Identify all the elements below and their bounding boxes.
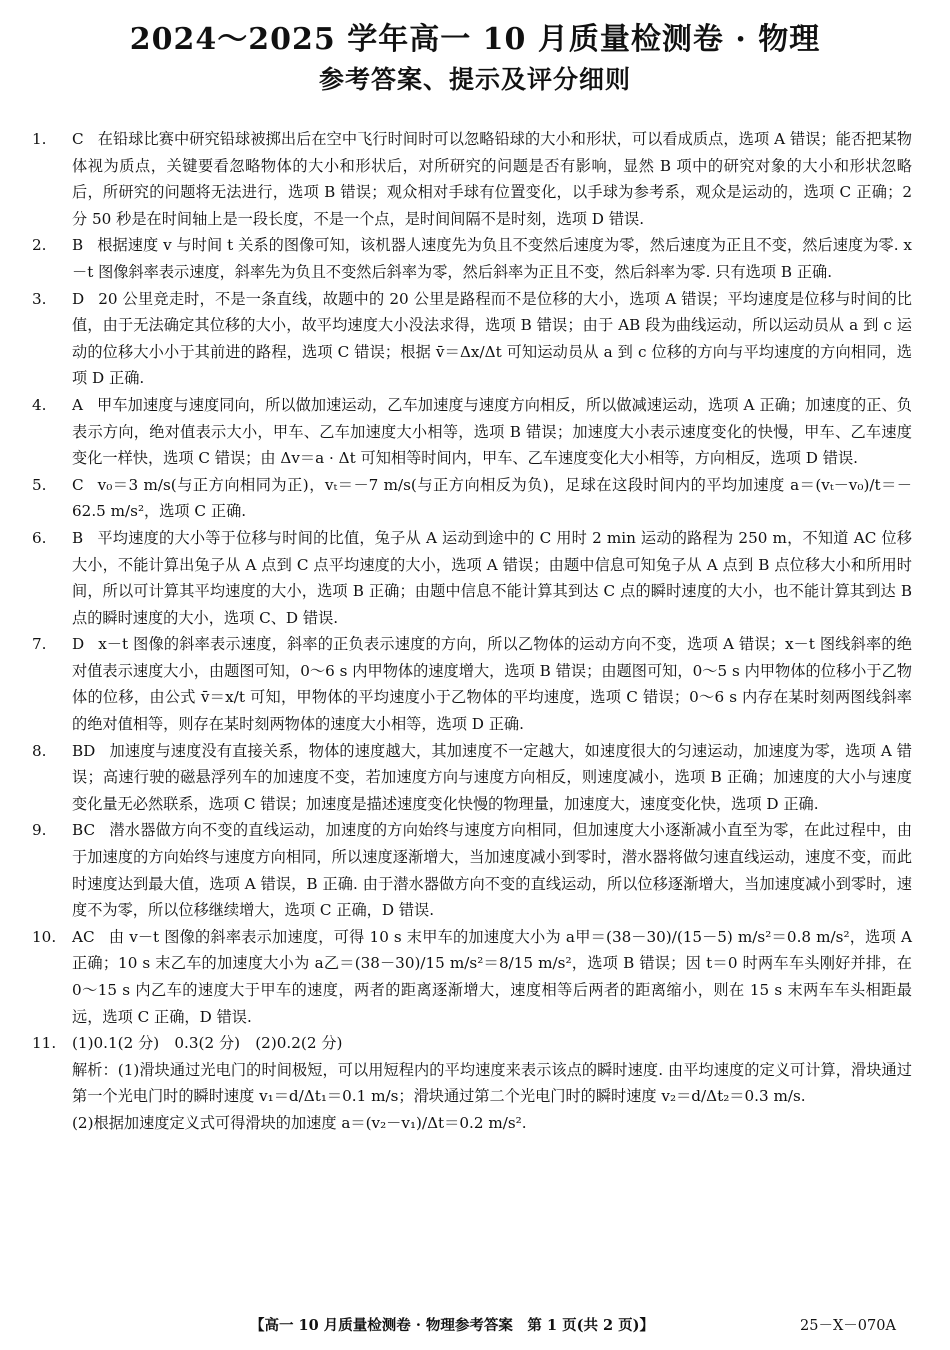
answer-explanation: 加速度与速度没有直接关系，物体的速度越大，其加速度不一定越大，如速度很大的匀速运动，加速度为零，选项 A 错误；高速行驶的磁悬浮列车的加速度不变，若加速度方向与速度方向相反，则速度减小，选项 B 正确；加速度的大小与速度变化量无必然联系，选项 C 错误；加速度是描述速度变化快慢的物理量，加速度大，速度变化快，选项 D 正确. [72, 741, 912, 813]
answer-item-8: 8. BD 加速度与速度没有直接关系，物体的速度越大，其加速度不一定越大，如速度很大的匀速运动，加速度为零，选项 A 错误；高速行驶的磁悬浮列车的加速度不变，若加速度方向与速度方向相反，则速度减小，选项 B 正确；加速度的大小与速度变化量无必然联系，选项 C 错误；加速度是描述速度变化快慢的物理量，加速度大，速度变化快，选项 D 正确. [32, 741, 912, 813]
answer-item-11: 11. (1)0.1(2 分) 0.3(2 分) (2)0.2(2 分) [32, 1034, 343, 1053]
answer-choice: C [72, 475, 84, 494]
answer-item-6: 6. B 平均速度的大小等于位移与时间的比值，兔子从 A 运动到途中的 C 用时 2 min 运动的路程为 250 m，不知道 AC 位移大小，不能计算出兔子从 A 点到 C 点平均速度的大小，选项 A 错误；由题中信息可知兔子从 A 点到 B 点位移大小和所用时间，所以可计算其平均速度的大小，选项 B 正确；由题中信息不能计算其到达 C 点的瞬时速度的大小，也不能计算其到达 B 点的瞬时速度的大小，选项 C、D 错误. [32, 528, 912, 627]
answer-item-5: 5. C v₀＝3 m/s(与正方向相同为正)，vₜ＝－7 m/s(与正方向相反为负)，足球在这段时间内的平均加速度 a＝(vₜ－v₀)/t＝－62.5 m/s²，选项 C 正确. [32, 475, 912, 521]
answer-explanation: 潜水器做方向不变的直线运动，加速度的方向始终与速度方向相同，但加速度大小逐渐减小直至为零，在此过程中，由于加速度的方向始终与速度方向相同，所以速度逐渐增大，当加速度减小到零时，潜水器将做匀速直线运动，速度不变，而此时速度达到最大值，选项 A 错误，B 正确. 由于潜水器做方向不变的直线运动，所以位移逐渐增大，当加速度减小到零时，速度不为零，所以位移继续增大，选项 C 正确，D 错误. [72, 821, 912, 920]
answer-choice: D [72, 289, 85, 308]
answer-explanation: 根据速度 v 与时间 t 关系的图像可知，该机器人速度先为负且不变然后速度为零，然后速度为正且不变，然后速度为零. x－t 图像斜率表示速度，斜率先为负且不变然后斜率为零，然后斜率为正且不变，然后斜率为零. 只有选项 B 正确. [72, 236, 912, 281]
answer-item-1: 1. C 在铅球比赛中研究铅球被掷出后在空中飞行时间时可以忽略铅球的大小和形状，可以看成质点，选项 A 错误；能否把某物体视为质点，关键要看忽略物体的大小和形状后，对所研究的问题是否有影响，显然 B 项中的研究对象的大小和形状忽略后，所研究的问题将无法进行，选项 B 错误；观众相对手球有位置变化，以手球为参考系，观众是运动的，选项 C 正确；2 分 50 秒是在时间轴上是一段长度，不是一个点，是时间间隔不是时刻，选项 D 错误. [32, 130, 912, 228]
answer-choice: A [72, 395, 83, 414]
answer-item-7: 7. D x－t 图像的斜率表示速度，斜率的正负表示速度的方向，所以乙物体的运动方向不变，选项 A 错误；x－t 图线斜率的绝对值表示速度大小，由题图可知，0～6 s 内甲物体的速度增大，选项 B 错误；由题图可知，0～5 s 内甲物体的位移小于乙物体的位移，由公式 v̄＝x/t 可知，甲物体的平均速度小于乙物体的平均速度，选项 C 错误；0～6 s 内存在某时刻两图线斜率的绝对值相等，则存在某时刻两物体的速度大小相等，选项 D 正确. [32, 635, 912, 734]
answer-item-9: 9. BC 潜水器做方向不变的直线运动，加速度的方向始终与速度方向相同，但加速度大小逐渐减小直至为零，在此过程中，由于加速度的方向始终与速度方向相同，所以速度逐渐增大，当加速度减小到零时，潜水器将做匀速直线运动，速度不变，而此时速度达到最大值，选项 A 错误，B 正确. 由于潜水器做方向不变的直线运动，所以位移逐渐增大，当加速度减小到零时，速度不为零，所以位移继续增大，选项 C 正确，D 错误. [32, 821, 912, 920]
answer-choice: (1)0.1(2 分) 0.3(2 分) (2)0.2(2 分) [72, 1034, 343, 1053]
answer-explanation: 在铅球比赛中研究铅球被掷出后在空中飞行时间时可以忽略铅球的大小和形状，可以看成质点，选项 A 错误；能否把某物体视为质点，关键要看忽略物体的大小和形状后，对所研究的问题是否有影响，显然 B 项中的研究对象的大小和形状忽略后，所研究的问题将无法进行，选项 B 错误；观众相对手球有位置变化，以手球为参考系，观众是运动的，选项 C 正确；2 分 50 秒是在时间轴上是一段长度，不是一个点，是时间间隔不是时刻，选项 D 错误. [72, 130, 912, 228]
answer-explanation: 20 公里竞走时，不是一条直线，故题中的 20 公里是路程而不是位移的大小，选项 A 错误；平均速度是位移与时间的比值，由于无法确定其位移的大小，故平均速度大小没法求得，选项 B 错误；由于 AB 段为曲线运动，所以运动员从 a 到 c 运动的位移大小小于其前进的路程，选项 C 错误；根据 v̄＝Δx/Δt 可知运动员从 a 到 c 位移的方向与平均速度的方向相同，选项 D 正确. [72, 289, 912, 388]
page-title: 2024～2025 学年高一 10 月质量检测卷 · 物理 [129, 22, 821, 57]
answer-explanation: x－t 图像的斜率表示速度，斜率的正负表示速度的方向，所以乙物体的运动方向不变，选项 A 错误；x－t 图线斜率的绝对值表示速度大小，由题图可知，0～6 s 内甲物体的速度增大，选项 B 错误；由题图可知，0～5 s 内甲物体的位移小于乙物体的位移，由公式 v̄＝x/t 可知，甲物体的平均速度小于乙物体的平均速度，选项 C 错误；0～6 s 内存在某时刻两图线斜率的绝对值相等，则存在某时刻两物体的速度大小相等，选项 D 正确. [72, 635, 912, 734]
answer-choice: C [72, 130, 84, 148]
answer-item-4: 4. A 甲车加速度与速度同向，所以做加速运动，乙车加速度与速度方向相反，所以做减速运动，选项 A 正确；加速度的正、负表示方向，绝对值表示大小，甲车、乙车加速度大小相等，选项 B 错误；加速度大小表示速度变化的快慢，甲车、乙车速度变化一样快，选项 C 错误；由 Δv＝a · Δt 可知相等时间内，甲车、乙车速度变化大小相等，方向相反，选项 D 错误. [32, 395, 912, 468]
answer-item-2: 2. B 根据速度 v 与时间 t 关系的图像可知，该机器人速度先为负且不变然后速度为零，然后速度为正且不变，然后速度为零. x－t 图像斜率表示速度，斜率先为负且不变然后斜率为零，然后斜率为正且不变，然后斜率为零. 只有选项 B 正确. [32, 236, 912, 281]
answer-list [32, 126, 912, 1137]
footer-code: 25－X－070A [800, 1318, 896, 1334]
answer-choice: B [72, 236, 84, 255]
answer-item-10: 10. AC 由 v－t 图像的斜率表示加速度，可得 10 s 末甲车的加速度大小为 a甲＝(38－30)/(15－5) m/s²＝0.8 m/s²，选项 A 正确；10 s 末乙车的加速度大小为 a乙＝(38－30)/15 m/s²＝8/15 m/s²，选项 B 错误；因 t＝0 时两车车头刚好并排，在 0～15 s 内乙车的速度大于甲车的速度，两者的距离逐渐增大，速度相等后两者的距离缩小，则在 15 s 末两车车头相距最远，选项 C 正确，D 错误. [32, 927, 912, 1026]
analysis-part-1: 解析：(1)滑块通过光电门的时间极短，可以用短程内的平均速度来表示该点的瞬时速度. 由平均速度的定义可计算，滑块通过第一个光电门时的瞬时速度 v₁＝d/Δt₁＝0.1 m/s；滑块通过第二个光电门时的瞬时速度 v₂＝d/Δt₂＝0.3 m/s. [72, 1060, 912, 1106]
footer-title: 【高一 10 月质量检测卷 · 物理参考答案 第 1 页(共 2 页)】 [250, 1317, 655, 1334]
answer-item-3: 3. D 20 公里竞走时，不是一条直线，故题中的 20 公里是路程而不是位移的大小，选项 A 错误；平均速度是位移与时间的比值，由于无法确定其位移的大小，故平均速度大小没法求得，选项 B 错误；由于 AB 段为曲线运动，所以运动员从 a 到 c 运动的位移大小小于其前进的路程，选项 C 错误；根据 v̄＝Δx/Δt 可知运动员从 a 到 c 位移的方向与平均速度的方向相同，选项 D 正确. [32, 289, 912, 388]
answer-choice: AC [72, 927, 95, 946]
answer-explanation: v₀＝3 m/s(与正方向相同为正)，vₜ＝－7 m/s(与正方向相反为负)，足球在这段时间内的平均加速度 a＝(vₜ－v₀)/t＝－62.5 m/s²，选项 C 正确. [72, 475, 912, 521]
answer-explanation: 平均速度的大小等于位移与时间的比值，兔子从 A 运动到途中的 C 用时 2 min 运动的路程为 250 m，不知道 AC 位移大小，不能计算出兔子从 A 点到 C 点平均速度的大小，选项 A 错误；由题中信息可知兔子从 A 点到 B 点位移大小和所用时间，所以可计算其平均速度的大小，选项 B 正确；由题中信息不能计算其到达 C 点的瞬时速度的大小，也不能计算其到达 B 点的瞬时速度的大小，选项 C、D 错误. [72, 528, 912, 627]
answer-explanation: 由 v－t 图像的斜率表示加速度，可得 10 s 末甲车的加速度大小为 a甲＝(38－30)/(15－5) m/s²＝0.8 m/s²，选项 A 正确；10 s 末乙车的加速度大小为 a乙＝(38－30)/15 m/s²＝8/15 m/s²，选项 B 错误；因 t＝0 时两车车头刚好并排，在 0～15 s 内乙车的速度大于甲车的速度，两者的距离逐渐增大，速度相等后两者的距离缩小，则在 15 s 末两车车头相距最远，选项 C 正确，D 错误. [72, 927, 912, 1026]
answer-choice: B [72, 528, 84, 547]
answer-explanation: 甲车加速度与速度同向，所以做加速运动，乙车加速度与速度方向相反，所以做减速运动，选项 A 正确；加速度的正、负表示方向，绝对值表示大小，甲车、乙车加速度大小相等，选项 B 错误；加速度大小表示速度变化的快慢，甲车、乙车速度变化一样快，选项 C 错误；由 Δv＝a · Δt 可知相等时间内，甲车、乙车速度变化大小相等，方向相反，选项 D 错误. [72, 395, 912, 468]
answer-choice: D [72, 635, 85, 654]
analysis-part-2: (2)根据加速度定义式可得滑块的加速度 a＝(v₂－v₁)/Δt＝0.2 m/s². [72, 1113, 527, 1132]
answer-choice: BC [72, 821, 96, 840]
page-subtitle: 参考答案、提示及评分细则 [318, 65, 631, 94]
answer-choice: BD [72, 741, 96, 760]
